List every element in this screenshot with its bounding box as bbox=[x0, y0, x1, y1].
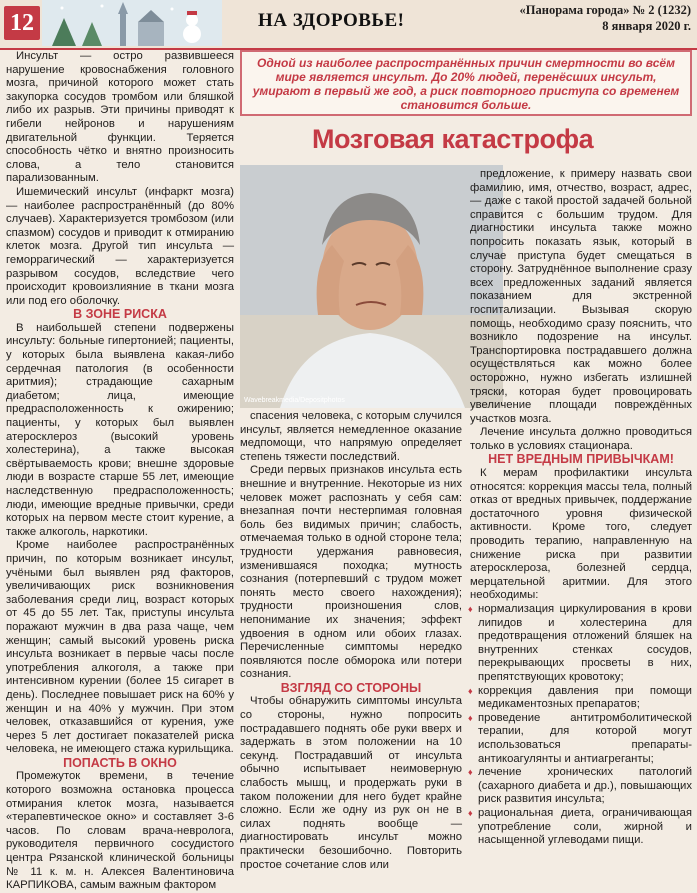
publication-info bbox=[520, 2, 691, 34]
man-with-headache-illustration bbox=[240, 165, 503, 408]
paragraph: Инсульт — остро развившееся нарушение кровоснабжения головного мозга, причиной которого может стать закупорка сосудов тромбом или бляшкой либо их разрыв. Эти причины приводят к гибели нейронов и нарушениям двигательной функции. Теряется способность чётко и внятно произносить слова, а тело становится парализованным. bbox=[6, 50, 234, 185]
article-title: Мозговая катастрофа bbox=[312, 124, 594, 154]
list-item: ♦ проведение антитромболитической терапии, для которой могут использоваться препараты-антикоагулянты и антиагреганты; bbox=[470, 712, 692, 766]
list-item: ♦ рациональная диета, ограничивающая употребление соли, жирной и насыщенной углеводами пищи. bbox=[470, 807, 692, 848]
paragraph: В наибольшей степени подвержены инсульту: больные гипертонией; пациенты, у которых была выявлена какая-либо сердечная патология (в особенности аритмия); страдающие сахарным диабетом; лица, имеющие предрасположенность к ожирению; пациенты, у которых был выявлен атеросклероз (высокий уровень холестерина), а также высокая свёртываемость крови; внешне здоровые люди в возрасте старше 55 лет, имеющие наследственную предрасположенность; люди, имеющие вредные привычки, среди которых на первом месте стоит курение, а также алкоголь, наркотики. bbox=[6, 321, 234, 538]
winter-illustration bbox=[42, 0, 222, 46]
list-item: ♦ нормализация циркулирования в крови липидов и холестерина для предотвращения отложений бляшек на внутренних стенках сосудов, перекрывающих просветы в них, препятствующих кровотоку; bbox=[470, 603, 692, 685]
paragraph: Чтобы обнаружить симптомы инсульта со стороны, нужно попросить пострадавшего поднять обе руки вверх и задержать в этом положении на 10 секунд. Пострадавший от инсульта обычно испытывает неимоверную слабость мышц, и продержать руки в таком положении для него будет крайне сложно. Если же одну из рук он не в силах поднять вообще — диагностировать инсульт можно практически безошибочно. Повторить простое сочетание слов или bbox=[240, 695, 462, 871]
list-item: ♦ коррекция давления при помощи медикаментозных препаратов; bbox=[470, 685, 692, 712]
photo-credit: Wavebreakmedia/Depositphotos bbox=[244, 397, 345, 404]
column-3 bbox=[470, 168, 692, 847]
list-item: ♦ лечение хронических патологий (сахарного диабета и др.), повышающих риск развития инсульта; bbox=[470, 766, 692, 807]
paragraph: Лечение инсульта должно проводиться только в условиях стационара. bbox=[470, 426, 692, 452]
subheading-risk-zone: В ЗОНЕ РИСКА bbox=[73, 307, 167, 322]
subheading-side-view: ВЗГЛЯД СО СТОРОНЫ bbox=[280, 680, 422, 695]
prevention-list bbox=[470, 603, 692, 848]
column-2 bbox=[240, 410, 462, 871]
subheading-window: ПОПАСТЬ В ОКНО bbox=[63, 755, 177, 770]
paragraph: спасения человека, с которым случился инсульт, является немедленное оказание медпомощи, что напрямую определяет степень тяжести последствий. bbox=[240, 410, 462, 463]
page-header bbox=[0, 0, 697, 50]
paragraph: К мерам профилактики инсульта относятся: коррекция массы тела, полный отказ от вредных привычек, поддержание достаточного уровня физической активности. Кроме того, следует проводить терапию, направленную на снижение риска при развитии атеросклероза, болезней сердца, мерцательной аритмии. Для этого необходимы: bbox=[470, 467, 692, 602]
page-number: 12 bbox=[4, 6, 40, 40]
paragraph: Среди первых признаков инсульта есть внешние и внутренние. Некоторые из них человек может распознать у себя сам: внезапная почти нестерпимая головная боль без видимых причин; слабость, отмечаемая только в одной стороне тела; трудности удержания равновесия, изменившаяся походка; мутность сознания (потерпевший с трудом может понять место своего нахождения); трудности произношения слов, непонимание их значения; эффект удвоения в одном или обоих глазах. Перечисленные симптомы нередко появляются после обморока или потери сознания. bbox=[240, 464, 462, 681]
column-1 bbox=[6, 50, 234, 892]
newspaper-name: «Панорама города» № 2 (1232) bbox=[519, 3, 691, 17]
article-photo bbox=[240, 165, 503, 408]
paragraph: Кроме наиболее распространённых причин, по которым возникает инсульт, учёными был выявлен ряд факторов, увеличивающих риск возникновения заболевания среди лиц, возраст которых от 45 до 55 лет. Так, приступы инсульта поражают мужчин в два раза чаще, чем женщин; самый высокий уровень риска инсульта возникает в первые часы после употребления алкоголя, а также при интенсивном курении (более 15 сигарет в день). Последнее повышает риск на 60% у женщин и на 40% у мужчин. При этом человек, отказавшийся от курения, уже через 5 лет достигает показателей риска человека, не имеющего стажа курильщика. bbox=[6, 539, 234, 756]
lead-box: Одной из наиболее распространённых причин смертности во всём мире является инсульт. До 20% людей, перенёсших инсульт, умирают в первый же год, а риск повторного приступа со временем становится больше. bbox=[240, 50, 692, 116]
paragraph: Ишемический инсульт (инфаркт мозга) — наиболее распространённый (до 80% случаев). Характеризуется тромбозом (или спазмом) сосудов и приводит к отмиранию клеток мозга. Другой тип инсульта — геморрагический — характеризуется разрывом сосудов, вследствие чего происходит кровоизлияние в ткани мозга или под его оболочку. bbox=[6, 185, 234, 307]
issue-date: 8 января 2020 г. bbox=[602, 19, 691, 33]
subheading-no-habits: НЕТ ВРЕДНЫМ ПРИВЫЧКАМ! bbox=[488, 452, 674, 467]
paragraph: Промежуток времени, в течение которого возможна остановка процесса отмирания клеток мозга, называется «терапевтическое окно» и составляет 3-6 часов. По словам врача-невролога, руководителя первичного сосудистого центра Рязанской клинической больницы № 11 к. м. н. Алексея Валентиновича КАРПИКОВА, самым важным фактором bbox=[6, 770, 234, 892]
paragraph: предложение, к примеру назвать свои фамилию, имя, отчество, возраст, адрес, — даже с такой простой задачей больной справится с большим трудом. Для диагностики инсульта также можно попросить показать язык, который в случае приступа будет смещаться в сторону. Затруднённое выполнение сразу всех предложенных заданий является показанием для экстренной госпитализации. Вызывая скорую помощь, необходимо сразу пояснить, что возникло подозрение на инсульт. Транспортировка пострадавшего должна осуществляться как можно более осторожно, нужно избегать излишней тряски, которая будет провоцировать увеличение площади повреждённых участков мозга. bbox=[470, 168, 692, 425]
section-title: НА ЗДОРОВЬЕ! bbox=[258, 10, 405, 31]
